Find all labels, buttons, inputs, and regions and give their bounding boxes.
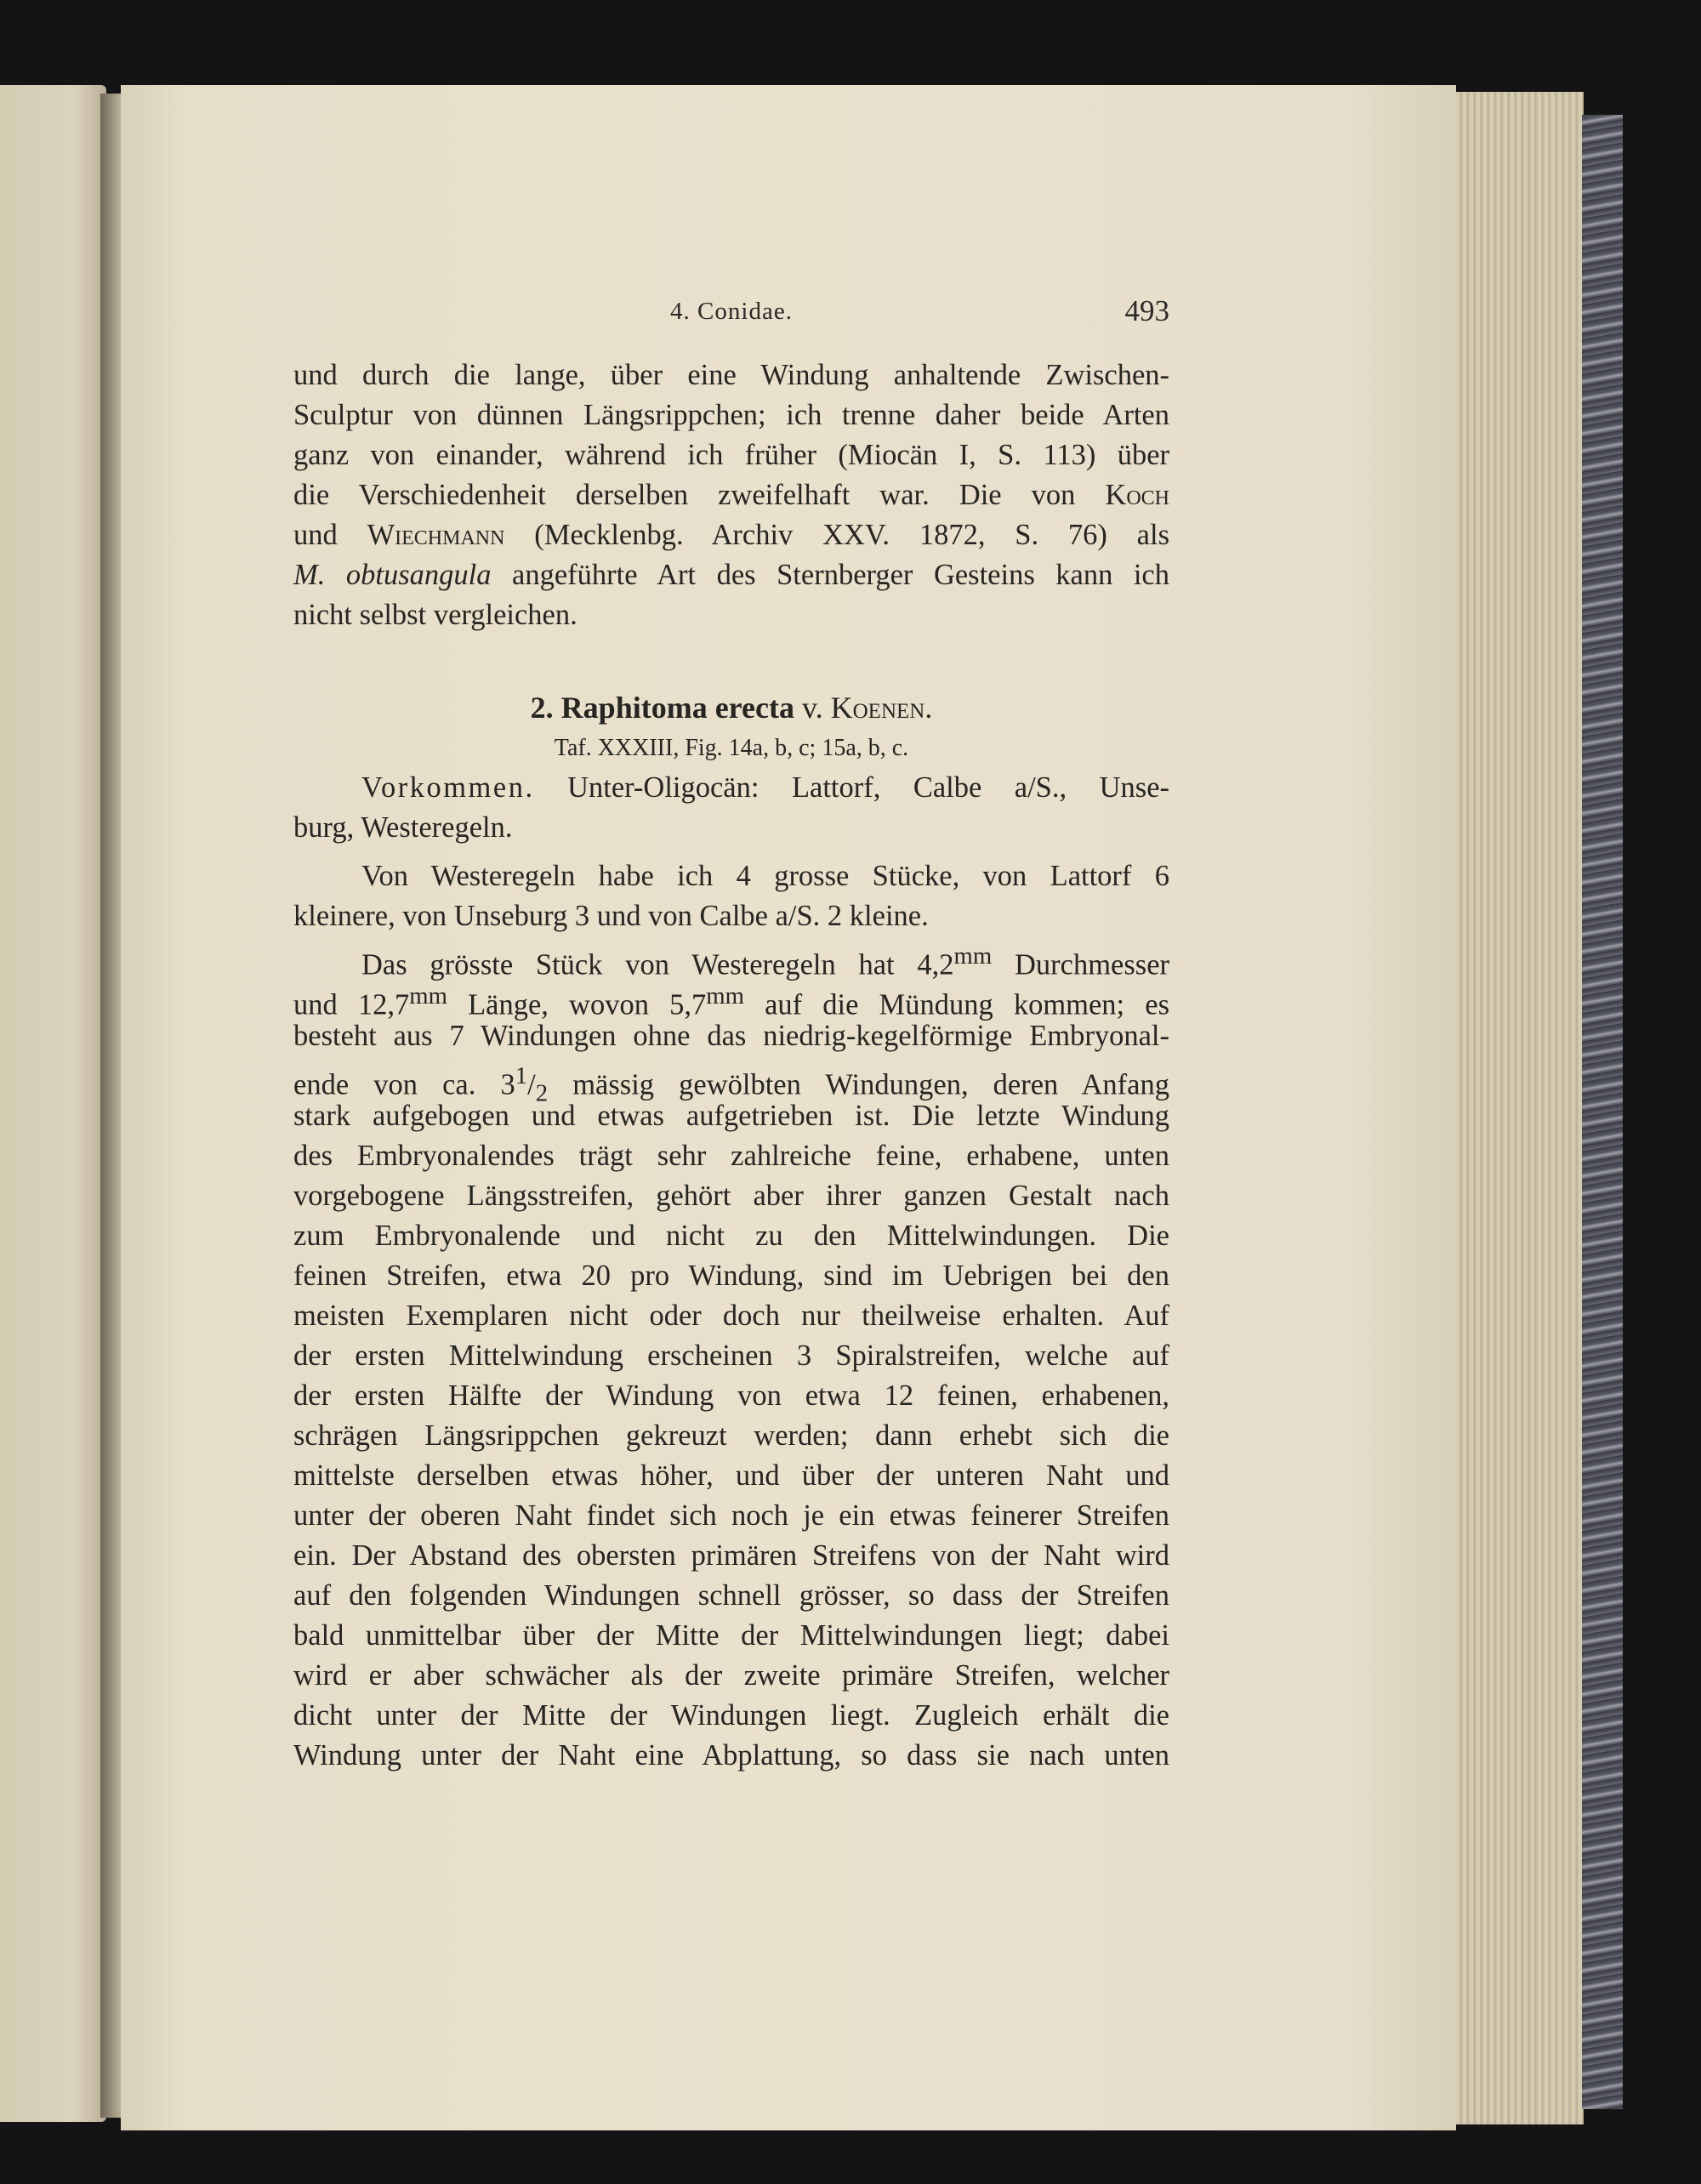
text-line: der ersten Hälfte der Windung von etwa 12 feinen, erhabenen, xyxy=(293,1379,1169,1412)
text-line xyxy=(293,936,1169,981)
text-line: besteht aus 7 Windungen ohne das niedrig-kegelförmige Embryonal- xyxy=(293,1020,1169,1052)
text-line: bald unmittelbar über der Mitte der Mittelwindungen liegt; dabei xyxy=(293,1619,1169,1652)
text-line xyxy=(293,475,1169,515)
text-line xyxy=(293,768,1169,808)
text-line: dicht unter der Mitte der Windungen liegt. Zugleich erhält die xyxy=(293,1699,1169,1732)
body-text xyxy=(293,355,1169,1776)
text-segment: Durchmesser xyxy=(992,948,1169,981)
unit-superscript: mm xyxy=(953,942,993,970)
text-line: Sculptur von dünnen Längsrippchen; ich trenne daher beide Arten xyxy=(293,399,1169,431)
text-line: auf den folgenden Windungen schnell grösser, so dass der Streifen xyxy=(293,1579,1169,1612)
text-line: stark aufgebogen und etwas aufgetrieben ist. Die letzte Windung xyxy=(293,1100,1169,1132)
text-line: des Embryonalendes trägt sehr zahlreiche feine, erhabene, unten xyxy=(293,1140,1169,1172)
text-line: Windung unter der Naht eine Abplattung, so dass sie nach unten xyxy=(293,1739,1169,1772)
text-segment: und xyxy=(293,519,338,551)
left-page-edge xyxy=(0,85,106,2122)
text-line: wird er aber schwächer als der zweite primäre Streifen, welcher xyxy=(293,1659,1169,1692)
plate-reference: Taf. XXXIII, Fig. 14a, b, c; 15a, b, c. xyxy=(554,735,909,761)
species-name-italic: M. obtusangula xyxy=(293,559,492,591)
text-line: zum Embryonalende und nicht zu den Mittelwindungen. Die xyxy=(293,1220,1169,1252)
occurrence-label: Vorkommen. xyxy=(361,771,535,804)
text-segment: Das grösste Stück von Westeregeln hat 4,2 xyxy=(361,948,954,981)
book-cover-edge xyxy=(1582,115,1623,2109)
running-head: 4. Conidae. xyxy=(670,298,793,325)
fraction-denominator: 2 xyxy=(535,1079,549,1107)
author-name: Koch xyxy=(1105,479,1169,511)
text-line: ganz von einander, während ich früher (Miocän I, S. 113) über xyxy=(293,439,1169,471)
fraction-numerator: 1 xyxy=(515,1062,528,1089)
text-line xyxy=(293,976,1169,1021)
text-line: der ersten Mittelwindung erscheinen 3 Spiralstreifen, welche auf xyxy=(293,1339,1169,1372)
text-segment: (Mecklenbg. Archiv XXV. 1872, S. 76) als xyxy=(534,519,1170,551)
text-line: ein. Der Abstand des obersten primären Streifens von der Naht wird xyxy=(293,1539,1169,1572)
species-author: Koenen. xyxy=(830,691,933,725)
text-line: meisten Exemplaren nicht oder doch nur theilweise erhalten. Auf xyxy=(293,1300,1169,1332)
text-segment: Unter-Oligocän: Lattorf, Calbe a/S., Unse- xyxy=(567,771,1169,804)
unit-superscript: mm xyxy=(706,982,744,1010)
species-name: Raphitoma erecta xyxy=(560,691,794,725)
text-line xyxy=(293,555,1169,595)
text-line: feinen Streifen, etwa 20 pro Windung, sind im Uebrigen bei den xyxy=(293,1260,1169,1292)
section-gap xyxy=(293,635,1169,686)
text-line: mittelste derselben etwas höher, und über der unteren Naht und xyxy=(293,1459,1169,1492)
text-line: vorgebogene Längsstreifen, gehört aber ihrer ganzen Gestalt nach xyxy=(293,1180,1169,1212)
text-segment: die Verschiedenheit derselben zweifelhaft war. Die von xyxy=(293,479,1076,511)
species-number: 2. xyxy=(530,691,554,725)
fraction-slash: / xyxy=(527,1068,536,1101)
author-prefix: v. xyxy=(801,691,823,725)
text-line: kleinere, von Unseburg 3 und von Calbe a/S. 2 kleine. xyxy=(293,900,929,932)
text-segment: Länge, wovon 5,7 xyxy=(447,988,707,1021)
text-line: nicht selbst vergleichen. xyxy=(293,599,577,631)
text-line: schrägen Längsrippchen gekreuzt werden; dann erhebt sich die xyxy=(293,1419,1169,1452)
text-segment: angeführte Art des Sternberger Gesteins kann ich xyxy=(512,559,1169,591)
text-line: burg, Westeregeln. xyxy=(293,811,513,844)
text-line xyxy=(293,515,1169,555)
unit-superscript: mm xyxy=(409,982,447,1010)
text-segment: und 12,7 xyxy=(293,988,410,1021)
text-segment: auf die Mündung kommen; es xyxy=(743,988,1169,1021)
text-line: und durch die lange, über eine Windung anhaltende Zwischen- xyxy=(293,359,1169,391)
text-line: unter der oberen Naht findet sich noch je ein etwas feinerer Streifen xyxy=(293,1499,1169,1532)
text-segment: mässig gewölbten Windungen, deren Anfang xyxy=(548,1068,1169,1101)
text-line xyxy=(293,1056,1169,1107)
page-header xyxy=(293,294,1169,332)
species-heading xyxy=(293,686,1169,729)
page-edges xyxy=(1456,92,1584,2124)
author-name: Wiechmann xyxy=(367,519,505,551)
page-number: 493 xyxy=(1124,294,1169,327)
paragraph-gap xyxy=(293,848,1169,856)
text-line: Von Westeregeln habe ich 4 grosse Stücke, von Lattorf 6 xyxy=(361,860,1169,892)
text-segment: ende von ca. 3 xyxy=(293,1068,515,1101)
